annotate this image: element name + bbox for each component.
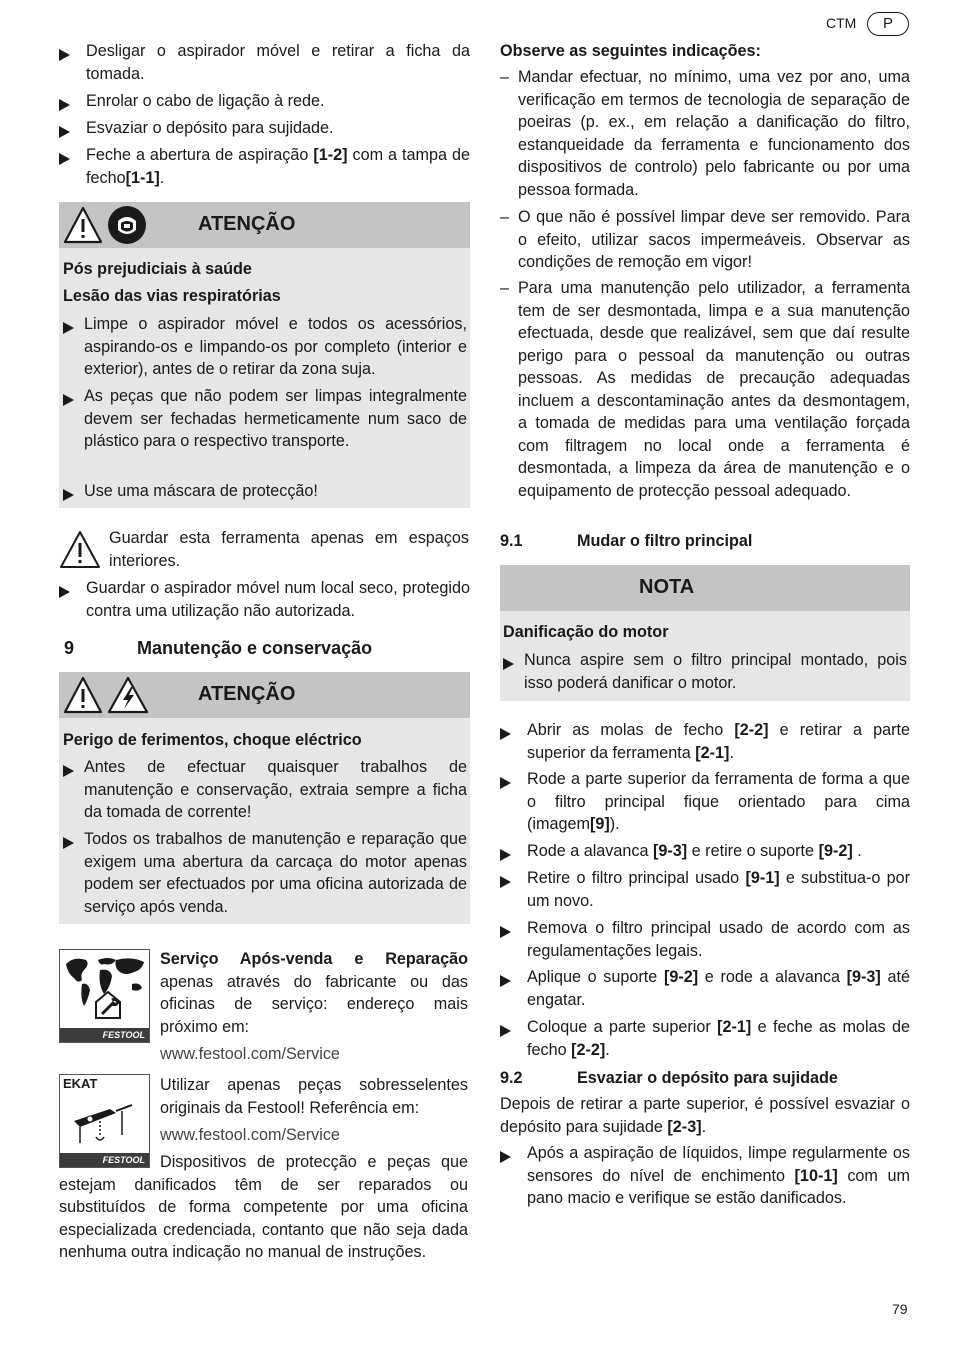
step-text: Abrir as molas de fecho [2-2] e retirar a parte superior da ferramenta [2-1].	[527, 721, 911, 762]
warning-triangle-icon	[63, 676, 103, 714]
header-model: CTM	[826, 15, 857, 31]
section-paragraph: Depois de retirar a parte superior, é possível esvaziar o depósito para sujidade [2-3].	[500, 1095, 910, 1136]
dash-item	[500, 277, 910, 502]
note-box-motor	[500, 565, 910, 701]
electric-shock-icon	[107, 676, 149, 714]
warning-title: ATENÇÃO	[198, 213, 296, 235]
warning-heading: Perigo de ferimentos, choque eléctrico	[63, 731, 362, 749]
list-item	[59, 577, 470, 622]
subsection-number: 9.1	[500, 532, 523, 550]
ekat-text: Utilizar apenas peças sobresselentes originais da Festool! Referência em:	[160, 1076, 468, 1117]
bullet-arrow-icon	[63, 322, 74, 334]
bullet-arrow-icon	[59, 126, 70, 138]
warning-triangle-icon	[63, 206, 103, 244]
step-text: Aplique o suporte [9-2] e rode a alavanca [9-3] até engatar.	[527, 968, 910, 1009]
bullet-arrow-icon	[500, 728, 511, 740]
dash-marker: –	[500, 279, 510, 297]
list-item-text: Use uma máscara de protecção!	[84, 482, 318, 500]
bullet-arrow-icon	[503, 658, 514, 670]
list-item-text: As peças que não podem ser limpas integralmente devem ser fechadas hermeticamente num saco de plástico para o respectivo transporte.	[84, 387, 467, 450]
bullet-arrow-icon	[63, 489, 74, 501]
bullet-arrow-icon	[63, 837, 74, 849]
list-item-text: Nunca aspire sem o filtro principal montado, pois isso poderá danificar o motor.	[524, 651, 907, 692]
subsection-number: 9.2	[500, 1069, 523, 1087]
step-text: Retire o filtro principal usado [9-1] e substitua-o por um novo.	[527, 869, 910, 910]
step-item	[500, 768, 910, 836]
spare-parts-icon	[60, 1091, 149, 1151]
warning-heading: Lesão das vias respiratórias	[63, 287, 281, 305]
bullet-arrow-icon	[500, 777, 511, 789]
step-item	[500, 966, 910, 1011]
ekat-url: www.festool.com/Service	[160, 1126, 340, 1144]
bullet-arrow-icon	[500, 926, 511, 938]
list-item	[63, 828, 467, 918]
festool-logo-text: FESTOOL	[102, 1030, 145, 1040]
step-text: Rode a parte superior da ferramenta de forma a que o filtro principal fique orientado para cima (imagem[9]).	[527, 770, 910, 833]
list-item-text: Desligar o aspirador móvel e retirar a ficha da tomada.	[86, 42, 470, 83]
step-item	[500, 1016, 910, 1061]
warning-title: ATENÇÃO	[198, 683, 296, 705]
subsection-title: Mudar o filtro principal	[577, 532, 753, 550]
section-number: 9	[64, 638, 75, 658]
bullet-arrow-icon	[500, 849, 511, 861]
dash-item	[500, 66, 910, 201]
bullet-arrow-icon	[59, 99, 70, 111]
dash-marker: –	[500, 208, 510, 226]
bullet-arrow-icon	[63, 765, 74, 777]
section-title: Manutenção e conservação	[137, 638, 373, 658]
dash-marker: –	[500, 68, 510, 86]
service-text: Serviço Após-venda e Reparação apenas através do fabricante ou das oficinas de serviço: endereço mais próximo em:	[160, 950, 468, 1036]
service-url: www.festool.com/Service	[160, 1045, 340, 1063]
respirator-mask-icon	[107, 205, 147, 245]
list-item	[63, 756, 467, 824]
bullet-arrow-icon	[63, 394, 74, 406]
indoor-note: Guardar esta ferramenta apenas em espaços interiores.	[109, 529, 469, 570]
list-item-text: Antes de efectuar quaisquer trabalhos de manutenção e conservação, extraia sempre a ficha da tomada de corrente!	[84, 758, 467, 821]
list-item-text: Todos os trabalhos de manutenção e reparação que exigem uma abertura da carcaça do motor apenas podem ser efectuados por uma oficina autorizada de serviço após venda.	[84, 830, 467, 916]
step-item	[500, 1142, 910, 1210]
language-badge: P	[867, 12, 909, 36]
dash-item-text: Para uma manutenção pelo utilizador, a ferramenta tem de ser desmontada, limpa e a sua manutenção efectuada, desde que realizável, sem que daí resulte perigo para o pessoal da manutenção ou outras pessoas. As medidas de precaução adequadas incluem a descontaminação antes da desmontagem, a tomada de medidas para uma ventilação forçada com filtragem no local onde a ferramenta é desmontada, a limpeza da área de manutenção e o equipamento de protecção pessoal adequado.	[518, 279, 910, 500]
dash-item-text: O que não é possível limpar deve ser removido. Para o efeito, utilizar sacos impermeáveis. Observar as condições de remoção em vigor!	[518, 208, 910, 271]
ekat-paragraph: Dispositivos de protecção e peças que estejam danificados têm de ser reparados ou substituídos de forma competente por uma oficina especializada credenciada, contanto que não seja dada nenhuma outra indicação no manual de instruções.	[59, 1153, 468, 1261]
list-item	[59, 90, 470, 113]
page-number: 79	[892, 1301, 908, 1317]
step-text: Rode a alavanca [9-3] e retire o suporte [9-2] .	[527, 842, 862, 860]
list-item-text: Feche a abertura de aspiração [1-2] com a tampa de fecho[1-1].	[86, 146, 470, 187]
warning-box-header	[59, 672, 470, 718]
list-item	[63, 480, 467, 503]
list-item	[503, 649, 907, 694]
note-box-header	[500, 565, 910, 611]
list-item-text: Limpe o aspirador móvel e todos os acessórios, aspirando-os e limpando-os por completo (interior e exterior), antes de o retirar da zona suja.	[84, 315, 467, 378]
dash-item-text: Mandar efectuar, no mínimo, uma vez por ano, uma verificação em termos de tecnologia de separação de poeiras (p. ex., em relação a danificação do filtro, estanqueidade da ferramenta e funcionamento dos dispositivos de controlo) pelo fabricante ou por uma pessoa formada.	[518, 68, 910, 199]
bullet-arrow-icon	[500, 975, 511, 987]
step-item	[500, 840, 910, 863]
ekat-label: EKAT	[63, 1076, 98, 1091]
festool-logo-text: FESTOOL	[102, 1155, 145, 1165]
step-item	[500, 867, 910, 912]
note-title: NOTA	[639, 576, 695, 598]
note-heading: Danificação do motor	[503, 623, 669, 641]
world-map-icon	[60, 950, 149, 1028]
bullet-arrow-icon	[500, 1151, 511, 1163]
step-text: Após a aspiração de líquidos, limpe regularmente os sensores do nível de enchimento [10-1] com um pano macio e verifique se estão danificados.	[527, 1144, 910, 1207]
list-item-text: Enrolar o cabo de ligação à rede.	[86, 92, 325, 110]
step-item	[500, 719, 910, 764]
list-item-text: Guardar o aspirador móvel num local seco, protegido contra uma utilização não autorizada.	[86, 579, 470, 620]
warning-heading: Pós prejudiciais à saúde	[63, 260, 252, 278]
step-text: Coloque a parte superior [2-1] e feche as molas de fecho [2-2].	[527, 1018, 910, 1059]
warning-triangle-icon	[59, 530, 101, 570]
step-text: Remova o filtro principal usado de acordo com as regulamentações legais.	[527, 919, 910, 960]
service-world-logo	[59, 949, 150, 1043]
warning-box-electric	[59, 672, 470, 924]
list-item	[63, 385, 467, 453]
bullet-arrow-icon	[59, 153, 70, 165]
list-item-text: Esvaziar o depósito para sujidade.	[86, 119, 334, 137]
observe-title: Observe as seguintes indicações:	[500, 42, 761, 60]
list-item	[59, 117, 470, 140]
warning-box-dust	[59, 202, 470, 508]
bullet-arrow-icon	[500, 1025, 511, 1037]
list-item	[63, 313, 467, 381]
bullet-arrow-icon	[59, 586, 70, 598]
step-item	[500, 917, 910, 962]
bullet-arrow-icon	[59, 49, 70, 61]
dash-item	[500, 206, 910, 274]
subsection-title: Esvaziar o depósito para sujidade	[577, 1069, 838, 1087]
warning-box-header	[59, 202, 470, 248]
bullet-arrow-icon	[500, 876, 511, 888]
list-item	[59, 40, 470, 85]
list-item	[59, 144, 470, 189]
festool-brand-bar	[60, 1028, 149, 1042]
